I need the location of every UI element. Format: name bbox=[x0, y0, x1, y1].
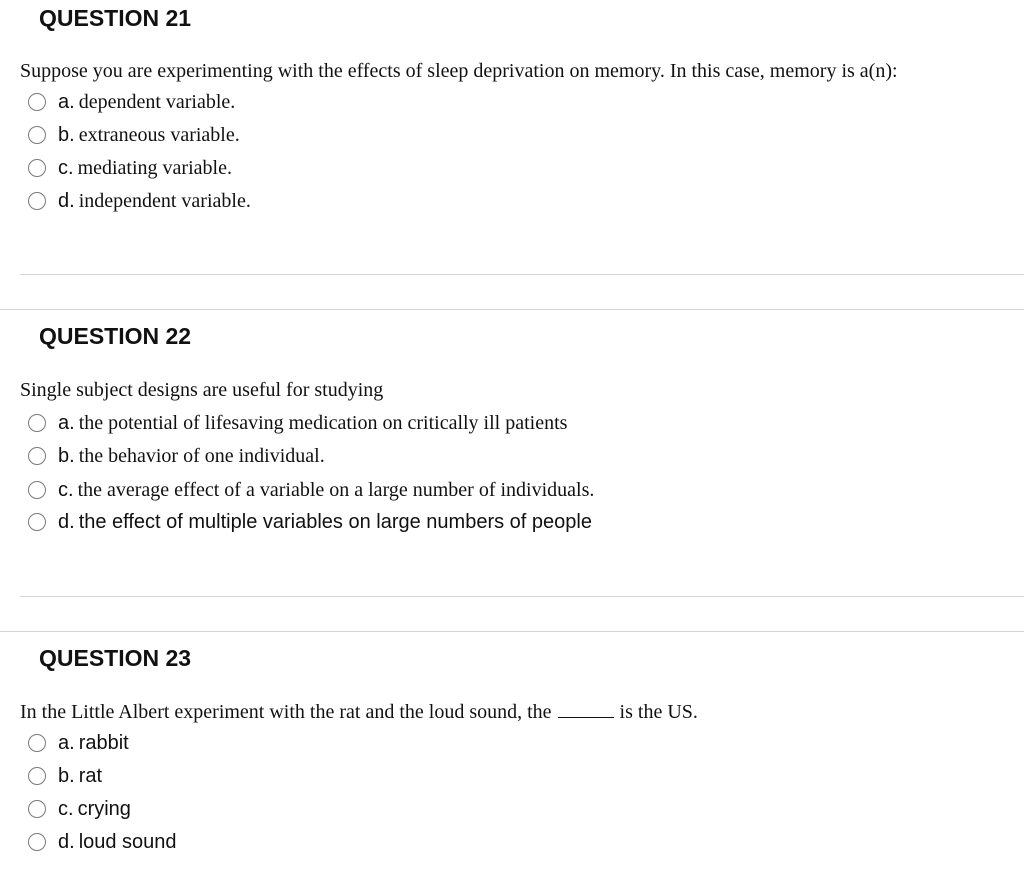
option-letter: d. bbox=[58, 510, 75, 533]
option-text: rabbit bbox=[78, 731, 129, 754]
option-letter: a. bbox=[58, 411, 75, 434]
prompt-text-after: is the US. bbox=[619, 701, 698, 723]
option-letter: c. bbox=[58, 478, 74, 501]
question-23-option-b[interactable] bbox=[28, 763, 102, 789]
option-text: mediating variable. bbox=[77, 156, 232, 179]
question-21-option-c[interactable] bbox=[28, 155, 232, 181]
radio-button[interactable] bbox=[28, 513, 46, 531]
question-22-prompt: Single subject designs are useful for studying bbox=[20, 379, 384, 401]
option-text: dependent variable. bbox=[78, 90, 236, 113]
question-21-option-b[interactable] bbox=[28, 122, 240, 148]
radio-button[interactable] bbox=[28, 833, 46, 851]
radio-button[interactable] bbox=[28, 800, 46, 818]
option-letter: b. bbox=[58, 444, 75, 467]
radio-button[interactable] bbox=[28, 126, 46, 144]
section-divider bbox=[0, 309, 1024, 310]
option-text: independent variable. bbox=[78, 189, 251, 212]
section-divider bbox=[0, 631, 1024, 632]
option-text: rat bbox=[78, 764, 103, 787]
section-divider bbox=[20, 596, 1024, 597]
option-letter: d. bbox=[58, 830, 75, 853]
radio-button[interactable] bbox=[28, 93, 46, 111]
question-22-option-d[interactable] bbox=[28, 509, 592, 535]
option-text: the average effect of a variable on a large number of individuals. bbox=[77, 478, 595, 501]
question-22-title: QUESTION 22 bbox=[39, 323, 192, 349]
prompt-text-before: In the Little Albert experiment with the rat and the loud sound, the bbox=[20, 701, 552, 723]
option-letter: c. bbox=[58, 797, 74, 820]
question-22-option-c[interactable] bbox=[28, 477, 594, 503]
question-21-prompt: Suppose you are experimenting with the effects of sleep deprivation on memory. In this case, memory is a(n): bbox=[20, 60, 898, 82]
option-text: extraneous variable. bbox=[78, 123, 240, 146]
question-22-option-b[interactable] bbox=[28, 443, 325, 469]
option-letter: c. bbox=[58, 156, 74, 179]
option-text: the potential of lifesaving medication on critically ill patients bbox=[78, 411, 568, 434]
question-23-prompt bbox=[20, 699, 698, 725]
radio-button[interactable] bbox=[28, 447, 46, 465]
section-divider bbox=[20, 274, 1024, 275]
option-letter: a. bbox=[58, 731, 75, 754]
question-23-title: QUESTION 23 bbox=[39, 645, 192, 671]
question-21-option-d[interactable] bbox=[28, 188, 251, 214]
radio-button[interactable] bbox=[28, 767, 46, 785]
option-text: the behavior of one individual. bbox=[78, 444, 325, 467]
radio-button[interactable] bbox=[28, 159, 46, 177]
radio-button[interactable] bbox=[28, 481, 46, 499]
option-text: loud sound bbox=[78, 830, 177, 853]
option-letter: b. bbox=[58, 764, 75, 787]
question-23-option-c[interactable] bbox=[28, 796, 131, 822]
radio-button[interactable] bbox=[28, 192, 46, 210]
answer-blank bbox=[558, 701, 614, 718]
question-23-option-a[interactable] bbox=[28, 730, 129, 756]
question-23-option-d[interactable] bbox=[28, 829, 177, 855]
question-21-option-a[interactable] bbox=[28, 89, 235, 115]
option-letter: d. bbox=[58, 189, 75, 212]
radio-button[interactable] bbox=[28, 414, 46, 432]
option-text: crying bbox=[77, 797, 131, 820]
option-letter: b. bbox=[58, 123, 75, 146]
radio-button[interactable] bbox=[28, 734, 46, 752]
option-letter: a. bbox=[58, 90, 75, 113]
question-21-title: QUESTION 21 bbox=[39, 5, 192, 31]
question-22-option-a[interactable] bbox=[28, 410, 567, 436]
option-text: the effect of multiple variables on large numbers of people bbox=[78, 510, 592, 533]
